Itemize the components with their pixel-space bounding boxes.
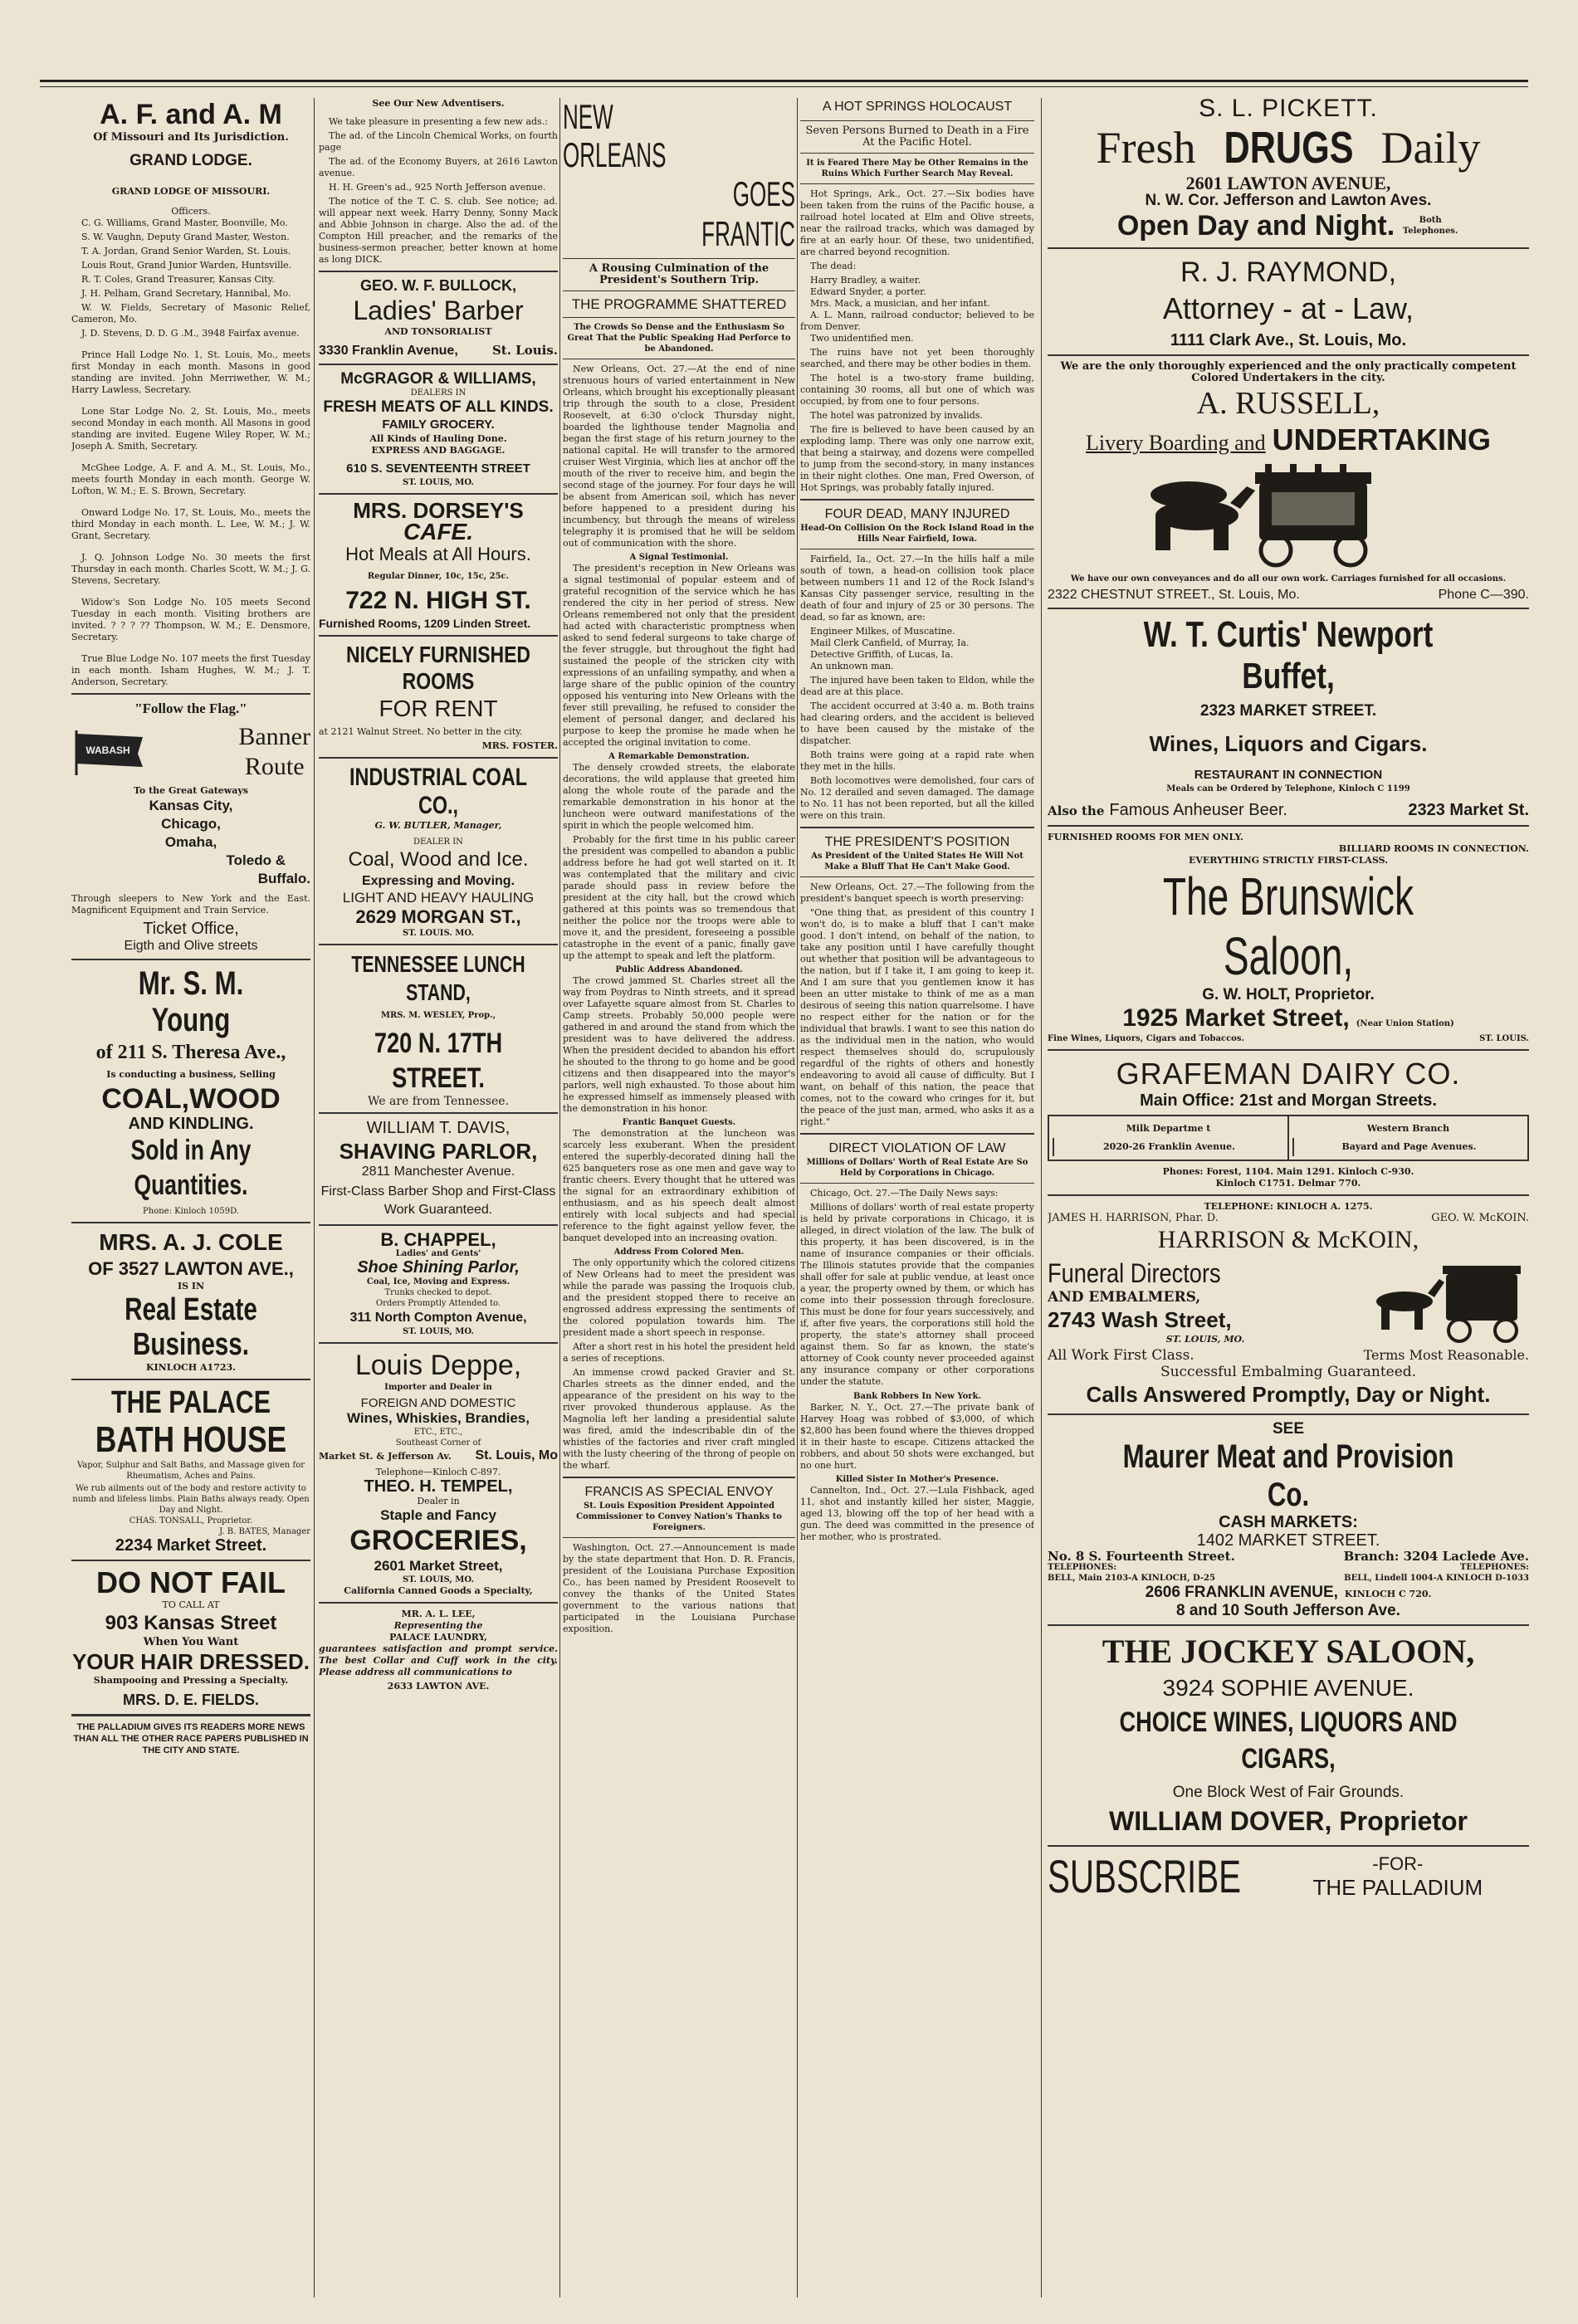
headline-goes-frantic: GOES FRANTIC <box>701 174 795 253</box>
bell-right: BELL, Lindell 1004-A KINLOCH D-1033 <box>1344 1574 1529 1583</box>
daily-word: Daily <box>1380 123 1481 173</box>
orders: Orders Promptly Attended to. <box>375 1299 501 1308</box>
ticket-office: Ticket Office, <box>143 920 239 938</box>
seventeenth-street: 610 S. SEVENTEENTH STREET <box>346 461 530 476</box>
bell-left: BELL, Main 2103-A KINLOCH, D-25 <box>1048 1574 1215 1583</box>
foreign-domestic: FOREIGN AND DOMESTIC <box>360 1396 516 1410</box>
market-jefferson: Market St. & Jefferson Av. <box>319 1451 452 1462</box>
ladies-gents: Ladies' and Gents' <box>395 1249 481 1258</box>
officers-heading: Officers. <box>171 206 211 217</box>
pickett-lawton: 2601 LAWTON AVENUE, <box>1185 173 1391 193</box>
dairy-phones: Phones: Forest, 1104. Main 1291. Kinloch C-930. <box>1162 1166 1414 1177</box>
embalmers: AND EMBALMERS, <box>1048 1289 1201 1306</box>
article-paragraph: Both trains were going at a rapid rate when they met in the hills. <box>800 749 1034 772</box>
top-rule <box>40 80 1528 82</box>
mckoin-name: GEO. W. McKOIN. <box>1431 1212 1529 1224</box>
lodge-notice: Prince Hall Lodge No. 1, St. Louis, Mo., meets first Monday in each month. Masons in good standing are invited. John Merriwether, W. M.; Harry Lawless, Secretary. <box>71 349 310 395</box>
is-in: IS IN <box>177 1281 205 1291</box>
officer: C. G. Williams, Grand Master, Boonville, Mo. <box>81 217 288 228</box>
first-class-barber: First-Class Barber Shop and First-Class Work Guaranteed. <box>320 1184 556 1217</box>
bayard-page: Bayard and Page Avenues. <box>1292 1138 1524 1156</box>
market-st: 2323 Market St. <box>1408 801 1529 819</box>
cash-markets: CASH MARKETS: <box>1219 1513 1358 1531</box>
lawton-avenue: 2633 LAWTON AVE. <box>387 1681 490 1692</box>
tempel: THEO. H. TEMPEL, <box>364 1477 513 1496</box>
ladies-barber: Ladies' Barber <box>353 295 524 325</box>
top-rule-thin <box>40 86 1528 87</box>
all-work: All Work First Class. <box>1048 1347 1194 1364</box>
pickett: S. L. PICKETT. <box>1199 98 1378 122</box>
lodge-notice: Lone Star Lodge No. 2, St. Louis, Mo., meets second Monday in each month. All Masons in good standing are invited. Eugene Wiley Roper, W. M.; Joseph A. Smith, Secretary. <box>71 406 310 452</box>
tennessee-lunch: TENNESSEE LUNCH STAND, <box>351 951 525 1005</box>
st-louis-mo: ST. LOUIS, MO. <box>403 478 474 487</box>
column-rule <box>559 98 560 2297</box>
subscribe: SUBSCRIBE <box>1048 1850 1242 1902</box>
terms: Terms Most Reasonable. <box>1363 1347 1529 1363</box>
city: Toledo & <box>226 852 286 868</box>
sophie-avenue: 3924 SOPHIE AVENUE. <box>1162 1675 1414 1701</box>
new-adv-item: The ad. of the Economy Buyers, at 2616 Lawton avenue. <box>319 156 558 178</box>
trunks: Trunks checked to depot. <box>384 1288 492 1297</box>
officer: T. A. Jordan, Grand Senior Warden, St. Louis. <box>81 246 291 256</box>
market-2323: 2323 MARKET STREET. <box>1199 702 1377 720</box>
funeral-carriage-icon <box>1363 1256 1529 1347</box>
milk-dept: Milk Departme t <box>1126 1123 1211 1134</box>
dead-name: Detective Griffith, of Lucas, Ia. <box>810 649 954 660</box>
wines-whiskies: Wines, Whiskies, Brandies, <box>347 1410 530 1426</box>
direct-violation-deck: Millions of Dollars' Worth of Real Estate Are So Held by Corporations in Chicago. <box>806 1158 1028 1178</box>
the-palladium: THE PALLADIUM <box>1312 1874 1483 1900</box>
high-street: 722 N. HIGH ST. <box>345 587 531 614</box>
mrs-foster: MRS. FOSTER. <box>481 740 558 751</box>
bullock-name: GEO. W. F. BULLOCK, <box>360 277 516 294</box>
representing: Representing the <box>393 1620 483 1631</box>
st-louis-mo-4: ST. LOUIS, MO. <box>403 1575 474 1584</box>
harrison-mckoin: HARRISON & McKOIN, <box>1157 1226 1419 1253</box>
near-union: (Near Union Station) <box>1356 1019 1454 1028</box>
dead-name: Mail Clerk Canfield, of Murray, Ia. <box>810 637 970 648</box>
cole-name: MRS. A. J. COLE <box>99 1229 283 1255</box>
article-paragraph: The injured have been taken to Eldon, while the dead are at this place. <box>800 675 1034 697</box>
hot-springs-deck-2: It is Feared There May be Other Remains in the Ruins Which Further Search May Reveal. <box>806 159 1028 178</box>
louis-deppe: Louis Deppe, <box>354 1350 522 1381</box>
cafe: CAFE. <box>403 519 473 544</box>
article-paragraph: The hotel was patronized by invalids. <box>810 410 983 421</box>
deppe-telephone: Telephone—Kinloch C-897. <box>375 1467 501 1477</box>
everything: EVERYTHING STRICTLY FIRST-CLASS. <box>1188 855 1389 866</box>
lodge-notice: True Blue Lodge No. 107 meets the first Tuesday in each month. Isham Hughes, W. M.; J. T. Anderson, Secretary. <box>71 653 310 687</box>
column-rule <box>314 98 315 2297</box>
dealers-in: DEALERS IN <box>410 388 467 398</box>
holt: G. W. HOLT, Proprietor. <box>1202 986 1375 1003</box>
gateways: To the Great Gateways <box>133 785 248 796</box>
francis-deck: St. Louis Exposition President Appointed Commissioner to Convey Nation's Thanks to Foreigners. <box>576 1501 782 1532</box>
four-dead-headline: FOUR DEAD, MANY INJURED <box>824 507 1010 521</box>
bullock-address: 3330 Franklin Avenue, <box>319 344 458 358</box>
lodge-notice: Widow's Son Lodge No. 105 meets Second Tuesday in each month. Visiting brothers are invited. ? ? ? ?? Thompson, W. M.; E. Densmore, Secretary. <box>71 597 310 642</box>
one-block: One Block West of Fair Grounds. <box>1172 1784 1405 1801</box>
officer: S. W. Vaughn, Deputy Grand Master, Weston. <box>81 232 290 242</box>
article-paragraph: Washington, Oct. 27.—Announcement is made by the state department that Hon. D. R. Francis, president of the Louisiana Purchase Exposition Co., has been named by President Roosevelt to convey the thanks of the United States government to the various nations that participated in the Louisiana Purchase exposition. <box>563 1542 795 1634</box>
subscribe-for: -FOR- <box>1372 1853 1424 1874</box>
new-adv-item: The notice of the T. C. S. club. See notice; ad. will appear next week. Harry Denny, Sonny Mack and Abbie Johnson in charge. Also the ad. of the Compton Hill preacher, and the remarks of the business-sermon preacher, better known at home as long DICK. <box>319 196 558 265</box>
column-4 <box>800 98 1034 2297</box>
grafeman-dairy: GRAFEMAN DAIRY CO. <box>1116 1057 1461 1091</box>
billiard: BILLIARD ROOMS IN CONNECTION. <box>1338 843 1529 854</box>
chappel: B. CHAPPEL, <box>380 1229 496 1250</box>
new-adv-item: H. H. Green's ad., 925 North Jefferson avenue. <box>329 182 546 193</box>
famous-beer: Famous Anheuser Beer. <box>1109 801 1287 819</box>
attorney: Attorney - at - Law, <box>1162 291 1414 325</box>
direct-violation-headline: DIRECT VIOLATION OF LAW <box>828 1141 1006 1155</box>
article-paragraph: An immense crowd packed Gravier and St. Charles streets as the dinner ended, and the appearance of the president on his way to the river provoked thunderous applause. As the Magnolia left her landing a presidential salute was fired, amid the indescribable din of the whistles of the factories and river craft mingled with the lusty cheering of the throng of people on the wharf. <box>563 1367 795 1471</box>
subhead: A Remarkable Demonstration. <box>608 752 750 761</box>
franklin-ave: 2020-26 Franklin Avenue. <box>1053 1138 1284 1156</box>
article-paragraph: Chicago, Oct. 27.—The Daily News says: <box>810 1188 999 1199</box>
article-paragraph: Probably for the first time in his public career the president was compelled to abandon a public address before he had got well started on it. It was contemplated that the military and civic parade should pass in review before the president at the city hall, but the crowd which gathered at this points was so tremendous that neither the police nor the troops were able to move it, and the president, foreseeing a possible catastrophe in the event of a panic, finally gave up the attempt to speak and left the platform. <box>563 834 795 961</box>
president-position-headline: THE PRESIDENT'S POSITION <box>824 835 1010 849</box>
article-paragraph: The hotel is a two-story frame building, containing 30 rooms, all but one of which was occupied, by from one to four persons. <box>800 373 1034 407</box>
lodge-notice: J. Q. Johnson Lodge No. 30 meets the first Thursday in each month. Charles Scott, W. M.; J. G. Stevens, Secretary. <box>71 552 310 586</box>
city: Omaha, <box>164 834 217 850</box>
dairy-phones-2: Kinloch C1751. Delmar 770. <box>1215 1178 1361 1189</box>
four-dead-deck: Head-On Collision On the Rock Island Road in the Hills Near Fairfield, Iowa. <box>800 524 1034 544</box>
dead-name: An unknown man. <box>810 661 894 671</box>
our-own-work: We have our own conveyances and do all our own work. Carriages furnished for all occasions. <box>1070 574 1507 583</box>
article-paragraph: Millions of dollars' worth of real estate property is held by private corporations in Chicago, it is alleged, in direct violation of the law. The bulk of this property, it has been discovered, is in the name of insurance companies or their officials. The Illinois statutes provide that the companies shall offer for sale at public vendue, at least once a year, the property owned by them, or which has come into their possession through foreclosure. This must be done for four years successively, and if, after five years, the corporations still hold the property, the state's attorney shall proceed against them. So far as known, the state's attorney of Cook county never proceeded against any insurance company or other corporations under the statute. <box>800 1202 1034 1387</box>
dorsey: MRS. DORSEY'S <box>353 498 524 523</box>
calls-answered: Calls Answered Promptly, Day or Night. <box>1086 1382 1491 1407</box>
butler: G. W. BUTLER, Manager, <box>374 820 502 831</box>
deck-programme: THE PROGRAMME SHATTERED <box>571 296 787 312</box>
cole-address: OF 3527 LAWTON AVE., <box>88 1258 294 1279</box>
william-davis: WILLIAM T. DAVIS, <box>366 1119 511 1137</box>
palladium-note: THE PALLADIUM GIVES ITS READERS MORE NEWS THAN ALL THE OTHER RACE PAPERS PUBLISHED IN THE CITY AND STATE. <box>73 1722 309 1755</box>
expressing: Expressing and Moving. <box>361 874 515 888</box>
regular-dinner: Regular Dinner, 10c, 15c, 25c. <box>367 572 510 581</box>
coal-ice-moving: Coal, Ice, Moving and Express. <box>366 1277 511 1286</box>
wabash-label: WABASH <box>85 745 130 756</box>
hearse-carriage-icon <box>1048 457 1529 574</box>
column-1 <box>71 98 310 2297</box>
drugs-word: DRUGS <box>1224 123 1354 173</box>
pickett-corner: N. W. Cor. Jefferson and Lawton Aves. <box>1145 192 1432 209</box>
subhead: A Signal Testimonial. <box>629 553 729 562</box>
column-3 <box>563 98 795 2297</box>
follow-flag: "Follow the Flag." <box>134 701 247 716</box>
bullock-city: St. Louis. <box>491 343 558 358</box>
article-paragraph: Both locomotives were demolished, four cars of No. 12 derailed and seven damaged. The damage to No. 11 has not been reported, but all the killed were on this train. <box>800 775 1034 821</box>
hot-meals: Hot Meals at All Hours. <box>345 544 531 564</box>
main-office: Main Office: 21st and Morgan Streets. <box>1140 1091 1437 1110</box>
grand-lodge-mo: GRAND LODGE OF MISSOURI. <box>111 186 271 197</box>
coal-wood: COAL,WOOD <box>101 1083 281 1115</box>
hair-dressed: YOUR HAIR DRESSED. <box>71 1649 310 1674</box>
subhead: Public Address Abandoned. <box>615 965 743 974</box>
also-the: Also the <box>1048 803 1105 818</box>
article-paragraph: The dead: <box>810 261 857 271</box>
article-paragraph: The president's reception in New Orleans was a signal testimonial of popular esteem and of grateful recognition of the service which he has rendered the city in her period of stress. New Orleans remembered not only that the president had acted with characteristic promptness when asked to send federal surgeons to take charge of the fever struggle, but throughout the fight had sustained the people of the stricken city with expressions of an unfailing sympathy, and when a large share of the public opinion of the country opposed his venturing into New Orleans with the fever still prevailing, he refused to consider the element of personal danger, and declared his purpose to keep the promise he made when he accepted the original invitation to come. <box>563 563 795 748</box>
from-tennessee: We are from Tennessee. <box>367 1095 510 1108</box>
tel-kinloch: TELEPHONE: KINLOCH A. 1275. <box>1204 1201 1373 1212</box>
mcgragor: McGRAGOR & WILLIAMS, <box>340 370 536 388</box>
lodge-notice: McGhee Lodge, A. F. and A. M., St. Louis, Mo., meets fourth Monday in each month. George W. Lofton, W. M.; E. S. Brown, Secretary. <box>71 462 310 496</box>
article-paragraph: Hot Springs, Ark., Oct. 27.—Six bodies have been taken from the ruins of the Pacific house, a railroad hotel located at Elm and Olive streets, near the railroad tracks, which was damaged by fire at an early hour. Of these, two unidentified, are charred beyond recognition. <box>800 188 1034 257</box>
young-biz: Is conducting a business, Selling <box>106 1069 276 1080</box>
af-title: A. F. and A. M <box>100 99 282 130</box>
article-paragraph: New Orleans, Oct. 27.—At the end of nine strenuous hours of varied entertainment in New Orleans, which brought his exceptionally pleasant trip through the south to a close, President Roosevelt, at 6:30 o'clock Thursday night, boarded the lighthouse tender Magnolia and began the first stage of his return journey to the national capital. He will transfer to the armored cruiser West Virginia, which lies at anchor off the mouth of the river to receive him, and begin the second stage of the journey. For four days he will be absent from American soil, which has never before happened to a president during his incumbency, but through the means of wireless telegraphy it is promised that he will be seldom out of communication with the shore. <box>563 364 795 549</box>
branch-laclede: Branch: 3204 Laclede Ave. <box>1343 1549 1529 1564</box>
new-adv-item: We take pleasure in presenting a few new ads.: <box>329 116 548 127</box>
south-jefferson: 8 and 10 South Jefferson Ave. <box>1176 1602 1400 1619</box>
embalming: Successful Embalming Guaranteed. <box>1160 1364 1417 1380</box>
wabash-flag-icon <box>71 729 146 775</box>
market-2601: 2601 Market Street, <box>374 1558 503 1574</box>
kansas-street: 903 Kansas Street <box>105 1612 277 1634</box>
dead-name: Two unidentified men. <box>810 333 914 344</box>
article-paragraph: The only opportunity which the colored citizens of New Orleans had to meet the president was while the parade was passing the Iroquois club, and the president stopped there to receive an engrossed address expressing the sentiments of the colored population towards him. The president made a short speech in response. <box>563 1257 795 1338</box>
af-subtitle: Of Missouri and Its Jurisdiction. <box>93 131 289 144</box>
bank-robbers-head: Bank Robbers In New York. <box>853 1392 981 1401</box>
maurer-meat: Maurer Meat and Provision Co. <box>1122 1438 1454 1513</box>
killed-sister-head: Killed Sister In Mother's Presence. <box>835 1475 999 1484</box>
hot-springs-headline: A HOT SPRINGS HOLOCAUST <box>822 100 1013 114</box>
bath-desc-2: We rub ailments out of the body and restore activity to numb and lifeless limbs. Plain Baths always ready. Open Day and Night. <box>72 1484 310 1515</box>
shoe-shining: Shoe Shining Parlor, <box>357 1258 520 1277</box>
officer: W. W. Fields, Secretary of Masonic Relief, Cameron, Mo. <box>71 302 310 325</box>
do-not-fail: DO NOT FAIL <box>96 1565 286 1599</box>
family-grocery: FAMILY GROCERY. <box>382 417 495 432</box>
franklin-2606: 2606 FRANKLIN AVENUE, <box>1145 1584 1338 1601</box>
article-paragraph: The accident occurred at 3:40 a. m. Both trains had clearing orders, and the accident is believed to have been caused by the mistake of the dispatcher. <box>800 701 1034 746</box>
shaving-parlor: SHAVING PARLOR, <box>339 1139 538 1164</box>
telephones-right: TELEPHONES: <box>1459 1563 1529 1572</box>
wesley: MRS. M. WESLEY, Prop., <box>380 1011 496 1020</box>
market-1925: 1925 Market Street, <box>1122 1004 1350 1032</box>
compton: 311 North Compton Avenue, <box>349 1311 527 1325</box>
officer: Louis Rout, Grand Junior Warden, Huntsville. <box>81 260 292 271</box>
wines-liquors: Wines, Liquors and Cigars. <box>1149 731 1428 756</box>
harrison-name: JAMES H. HARRISON, Phar. D. <box>1048 1212 1219 1224</box>
real-estate: Real Estate Business. <box>125 1292 257 1362</box>
officer: J. H. Pelham, Grand Secretary, Hannibal, Mo. <box>81 288 291 299</box>
dead-name: Harry Bradley, a waiter. <box>810 275 921 286</box>
undertaking: UNDERTAKING <box>1272 422 1491 456</box>
st-louis-mo-3: ST. LOUIS, MO. <box>403 1327 474 1336</box>
st-louis-mo-deppe: St. Louis, Mo <box>475 1448 558 1462</box>
curtis-buffet: W. T. Curtis' Newport Buffet, <box>1143 614 1434 696</box>
william-dover: WILLIAM DOVER, Proprietor <box>1109 1806 1468 1836</box>
sleepers: Through sleepers to New York and the East. Magnificent Equipment and Train Service. <box>71 893 310 915</box>
city: Kansas City, <box>149 798 233 813</box>
seventeenth-street-2: 720 N. 17TH STREET. <box>374 1028 503 1094</box>
dead-name: A. L. Mann, railroad conductor; believed to be from Denver. <box>800 310 1034 332</box>
livery-boarding: Livery Boarding and <box>1086 431 1266 455</box>
lodge-notice: Onward Lodge No. 17, St. Louis, Mo., meets the third Monday in each month. L. Lee, W. M.; J. W. Grant, Secretary. <box>71 507 310 541</box>
officer: J. D. Stevens, D. D. G .M., 3948 Fairfax avenue. <box>81 328 300 339</box>
brunswick-saloon: The Brunswick Saloon, <box>1162 867 1414 986</box>
bates: J. B. BATES, Manager <box>219 1527 310 1536</box>
manchester: 2811 Manchester Avenue. <box>361 1164 515 1179</box>
article-paragraph: Cannelton, Ind., Oct. 27.—Lula Fishback, aged 11, shot and instantly killed her sister, Maggie, aged 13, blowing off the top of her head with a gun. The deed was committed in the presence of her mother, who is prostrated. <box>800 1485 1034 1542</box>
young-phone: Phone: Kinloch 1059D. <box>143 1207 239 1216</box>
see: SEE <box>1272 1420 1305 1438</box>
hauling: All Kinds of Hauling Done. <box>369 433 507 444</box>
article-paragraph: New Orleans, Oct. 27.—The following from the president's banquet speech is worth preserving: <box>800 881 1034 904</box>
subhead: Address From Colored Men. <box>613 1247 745 1257</box>
mr-lee: MR. A. L. LEE, <box>401 1609 476 1619</box>
choice-wines: CHOICE WINES, LIQUORS AND CIGARS, <box>1119 1706 1458 1775</box>
fourteenth-street: No. 8 S. Fourteenth Street. <box>1048 1549 1235 1564</box>
palace-laundry: PALACE LAUNDRY, <box>389 1632 487 1643</box>
officer: R. T. Coles, Grand Treasurer, Kansas City. <box>81 274 275 285</box>
quantities: Sold in Any Quantities. <box>130 1135 252 1201</box>
express-baggage: EXPRESS AND BAGGAGE. <box>371 445 506 456</box>
russell-phone: Phone C—390. <box>1438 588 1529 602</box>
new-adv-heading: See Our New Adventisers. <box>372 98 505 109</box>
kindling: AND KINDLING. <box>128 1115 254 1133</box>
column-5 <box>1048 98 1529 2297</box>
for-rent: FOR RENT <box>379 696 498 721</box>
walnut-street: at 2121 Walnut Street. No better in the city. <box>319 726 523 737</box>
new-adv-item: The ad. of the Lincoln Chemical Works, on fourth page <box>319 130 558 153</box>
dealer-in: DEALER IN <box>413 837 463 847</box>
light-heavy: LIGHT AND HEAVY HAULING <box>342 890 535 906</box>
etc: ETC., ETC., <box>413 1428 463 1437</box>
palace-title: THE PALACE <box>111 1385 271 1420</box>
column-rule <box>797 98 798 2297</box>
bath-desc: Vapor, Sulphur and Salt Baths, and Massage given for Rheumatism, Aches and Pains. <box>76 1461 305 1481</box>
francis-headline: FRANCIS AS SPECIAL ENVOY <box>584 1485 774 1499</box>
southeast-corner: Southeast Corner of <box>395 1438 481 1448</box>
furnished-rooms: Furnished Rooms, 1209 Linden Street. <box>319 617 531 630</box>
city: Chicago, <box>161 816 221 832</box>
groceries: GROCERIES, <box>349 1525 527 1556</box>
fresh-word: Fresh <box>1096 123 1196 173</box>
article-paragraph: "One thing that, as president of this country I won't do, is to make a bluff that I can't make good. I don't intend, on behalf of the nation, to take any position until I have carefully thought out whether that position will be advantageous to the nation, but if I take it, I am going to keep it. And I am sure that you gentlemen know it has been an utter mistake to think of me as a man desirous of seeing this nation quarrelsome. I have no respect either for the nation or for the individual that brawls. I want to see this nation do as the individual men in the nation, who would respect themselves should do, scrupulously regardful of the rights of others and honestly endeavoring to avoid all cause of difficulty. But I want, on behalf of this nation, the peace that comes, not to the coward who cringes for it, but the peace of the just man, armed, who asks it as a right." <box>800 907 1034 1127</box>
headline-new-orleans: NEW ORLEANS <box>563 98 667 174</box>
raymond: R. J. RAYMOND, <box>1180 256 1397 288</box>
subhead: Frantic Banquet Guests. <box>622 1118 736 1127</box>
cole-kinloch: KINLOCH A1723. <box>145 1362 237 1373</box>
chestnut-street: 2322 CHESTNUT STREET., St. Louis, Mo. <box>1048 588 1300 602</box>
mrs-fields: MRS. D. E. FIELDS. <box>122 1692 259 1708</box>
deck-crowds: The Crowds So Dense and the Enthusiasm So Great That the Public Speaking Had Perforce to be Abandoned. <box>567 323 791 354</box>
harrison-stlouis: ST. LOUIS, MO. <box>1165 1334 1245 1345</box>
hot-springs-deck: Seven Persons Burned to Death in a Fire At the Pacific Hotel. <box>805 124 1029 149</box>
young-name: Mr. S. M. Young <box>138 965 244 1038</box>
dead-name: Engineer Milkes, of Muscatine. <box>810 626 955 637</box>
president-position-deck: As President of the United States He Will Not Make a Bluff That He Can't Make Good. <box>811 852 1024 872</box>
california: California Canned Goods a Specialty, <box>344 1585 533 1596</box>
clark-ave: 1111 Clark Ave., St. Louis, Mo. <box>1170 331 1407 349</box>
kinloch-c720: KINLOCH C 720. <box>1344 1589 1432 1599</box>
western-branch: Western Branch <box>1366 1123 1450 1134</box>
staple-fancy: Staple and Fancy <box>380 1507 496 1523</box>
city: Buffalo. <box>257 871 310 886</box>
route-word: Route <box>244 753 305 780</box>
importer: Importer and Dealer in <box>384 1383 492 1392</box>
both-telephones: Both Telephones. <box>1402 216 1458 236</box>
to-call-at: TO CALL AT <box>162 1599 220 1610</box>
restaurant: RESTAURANT IN CONNECTION <box>1194 768 1383 782</box>
shampooing: Shampooing and Pressing a Specialty. <box>93 1675 289 1686</box>
bath-house-title: BATH HOUSE <box>95 1419 287 1460</box>
tonsall: CHAS. TONSALL, Proprietor. <box>129 1516 253 1526</box>
dead-name: Edward Snyder, a porter. <box>810 286 926 297</box>
brunswick-stlouis: ST. LOUIS. <box>1479 1034 1529 1043</box>
article-paragraph: Barker, N. Y., Oct. 27.—The private bank of Harvey Hoag was robbed of $3,000, of which $2,800 has been found where the thieves dropped it in their haste to escape. Citizens attacked the robbers, and about 50 shots were exchanged, but no one hurt. <box>800 1402 1034 1471</box>
russell: A. RUSSELL, <box>1196 386 1380 421</box>
young-address: of 211 S. Theresa Ave., <box>95 1042 286 1063</box>
telephones-left: TELEPHONES: <box>1048 1563 1117 1572</box>
st-louis-mo-2: ST. LOUIS. MO. <box>403 929 474 938</box>
deck-rousing: A Rousing Culmination of the President's Southern Trip. <box>589 262 769 286</box>
article-paragraph: Fairfield, Ia., Oct. 27.—In the hills half a mile south of town, a head-on collision took place between numbers 11 and 12 of the Rock Island's Kansas City passenger service, resulting in the death of four and injury of 25 or 30 persons. The dead, so far as known, are: <box>800 554 1034 622</box>
industrial-coal: INDUSTRIAL COAL CO., <box>349 764 528 819</box>
open-day-night: Open Day and Night. <box>1116 210 1395 242</box>
ticket-address: Eigth and Olive streets <box>124 939 258 953</box>
laundry-text: guarantees satisfaction and prompt service. The best Collar and Cuff work in the city. Please address all communications to <box>319 1643 558 1677</box>
funeral-directors: Funeral Directors <box>1048 1258 1221 1288</box>
grand-lodge-heading: GRAND LODGE. <box>129 152 252 169</box>
column-rule <box>1041 98 1042 2297</box>
column-2 <box>319 98 558 2297</box>
jockey-saloon: THE JOCKEY SALOON, <box>1102 1633 1475 1670</box>
dealer-in-2: Dealer in <box>417 1496 460 1506</box>
meals-ordered: Meals can be Ordered by Telephone, Kinloch C 1199 <box>1166 784 1410 793</box>
fine-wines: Fine Wines, Liquors, Cigars and Tobaccos. <box>1048 1034 1244 1043</box>
article-paragraph: The densely crowded streets, the elaborate decorations, the wild applause that greeted him along the whole route of the parade and the remarkable demonstration in his honor at the luncheon were outward manifestations of the spirit in which the people welcomed him. <box>563 762 795 831</box>
when-you-want: When You Want <box>143 1636 239 1648</box>
article-paragraph: The demonstration at the luncheon was scarcely less exuberant. When the president entered the superbly-decorated dining hall the 625 banqueters rose as one men and gave way to frantic cheers. Every thought that he uttered was the signal for an extraordinary exhibition of enthusiasm, and as his speech dealt almost entirely with local subjects and had special reference to the fight against yellow fever, the banquet developed into an increasing ovation. <box>563 1128 795 1243</box>
market-1402: 1402 MARKET STREET. <box>1196 1531 1380 1550</box>
only-undertakers: We are the only thoroughly experienced and the only practically competent Colored Undertakers in the city. <box>1060 360 1517 384</box>
morgan-street: 2629 MORGAN ST., <box>355 906 521 927</box>
article-paragraph: The fire is believed to have been caused by an exploding lamp. There was only one narrow exit, that being a stairway, and dozens were compelled to jump from the second-story, in many instances in their night clothes. One man, Fred Owerson, of Hot Springs, was probably fatally injured. <box>800 424 1034 493</box>
furnished-men: FURNISHED ROOMS FOR MEN ONLY. <box>1048 832 1243 842</box>
tonsorialist: AND TONSORIALIST <box>384 326 492 337</box>
wash-street: 2743 Wash Street, <box>1048 1307 1232 1332</box>
article-paragraph: The crowd jammed St. Charles street all the way from Poydras to Ninth streets, and it spread over Lafayette square almost from St. Charles to Camp streets. Probably 50,000 people were gathered in and around the stand from which the president was to have delivered the address. When the president decided to abandon his effort he shouted to the throng to go home and be good citizens and then disappeared into the mayor's parlors, well nigh exhausted. To those about him he expressed himself as immensely pleased with the demonstration in his honor. <box>563 975 795 1114</box>
fresh-meats: FRESH MEATS OF ALL KINDS. <box>323 398 554 416</box>
article-paragraph: After a short rest in his hotel the president held a series of receptions. <box>563 1341 795 1364</box>
nicely-furnished: NICELY FURNISHED ROOMS <box>346 642 530 694</box>
coal-wood-ice: Coal, Wood and Ice. <box>348 848 529 871</box>
bath-address: 2234 Market Street. <box>115 1536 267 1555</box>
banner-word: Banner <box>238 723 310 750</box>
article-paragraph: The ruins have not yet been thoroughly searched, and there may be other bodies in them. <box>800 347 1034 369</box>
dead-name: Mrs. Mack, a musician, and her infant. <box>810 298 990 309</box>
